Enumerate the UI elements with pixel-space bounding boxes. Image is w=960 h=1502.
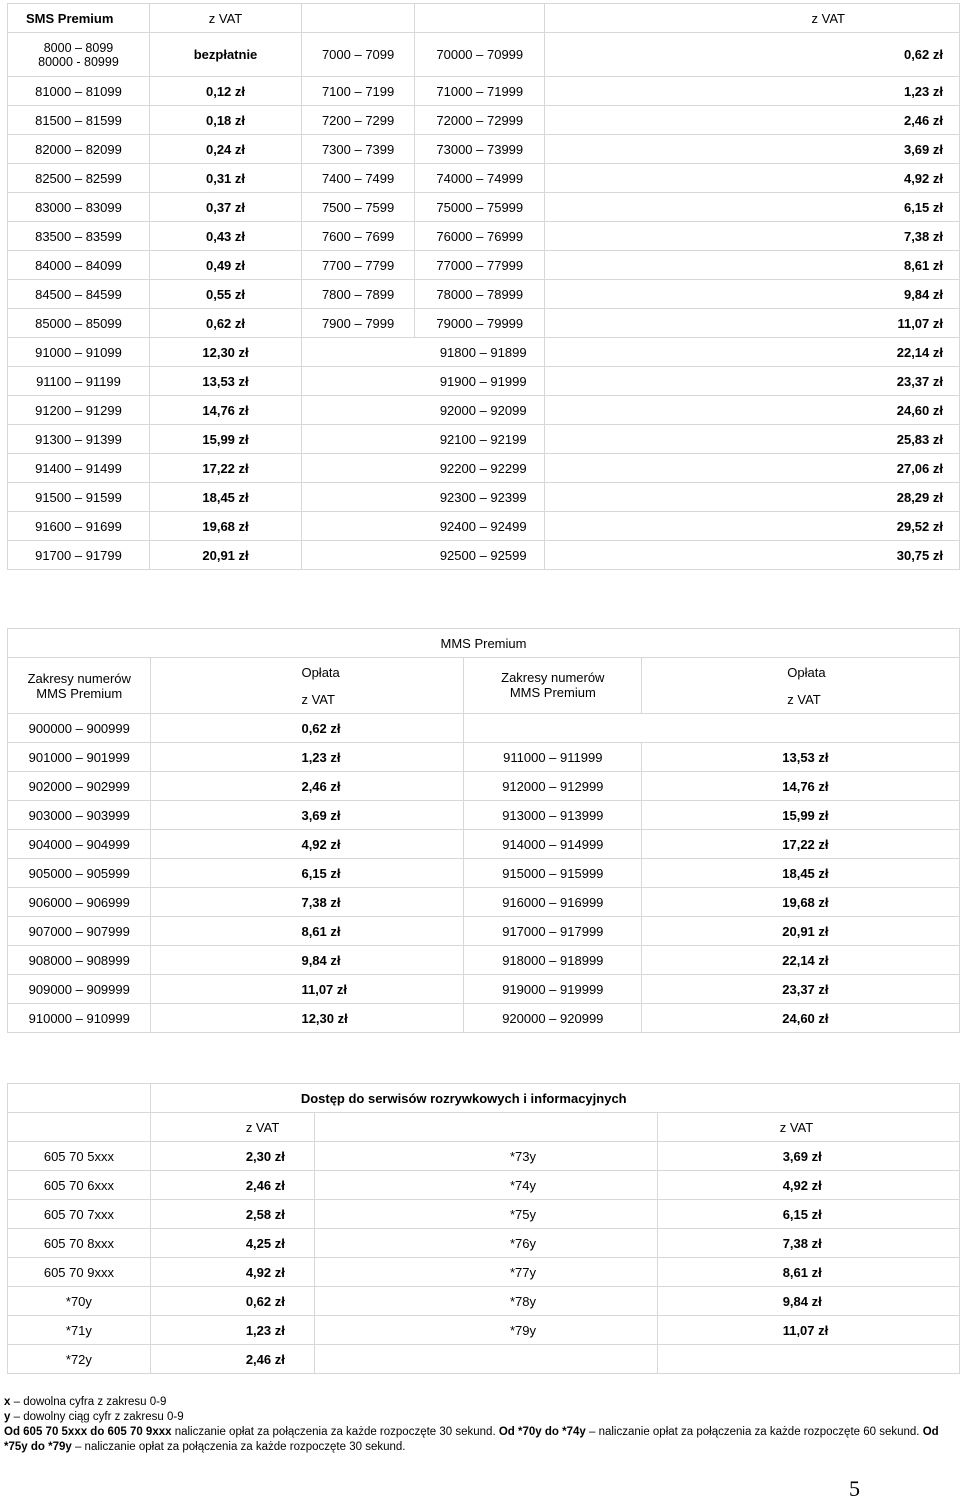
price-cell: 14,76 zł (149, 396, 301, 425)
table-row (8, 772, 960, 801)
footnote-y: y – dowolny ciąg cyfr z zakresu 0-9 (4, 1411, 184, 1423)
table-row (8, 1345, 960, 1374)
sms-vat-header-1: z VAT (149, 4, 301, 33)
table-row (8, 396, 960, 425)
range-cell: 92200 – 92299 (302, 454, 545, 483)
table-row (8, 946, 960, 975)
range-cell: 918000 – 918999 (464, 946, 642, 975)
sms-title: SMS Premium (8, 4, 150, 33)
range-cell: 92000 – 92099 (302, 396, 545, 425)
range-cell: 84500 – 84599 (8, 280, 150, 309)
range-cell: 8000 – 8099 (43, 40, 114, 55)
mms-title: MMS Premium (8, 629, 960, 658)
price-cell: 2,46 zł (150, 1345, 314, 1374)
mms-title-row (8, 629, 960, 658)
sms-premium-table (7, 3, 960, 570)
price-cell: 0,55 zł (149, 280, 301, 309)
range-cell: 913000 – 913999 (464, 801, 642, 830)
sms-vat-header-2: z VAT (545, 4, 960, 33)
range-cell: 81000 – 81099 (8, 77, 150, 106)
range-cell: 7500 – 7599 (302, 193, 415, 222)
number-cell: *72y (8, 1345, 151, 1374)
price-cell: 12,30 zł (149, 338, 301, 367)
table-row (8, 917, 960, 946)
price-cell: 4,92 zł (657, 1171, 959, 1200)
price-cell: 2,46 zł (151, 772, 464, 801)
range-cell: 91200 – 91299 (8, 396, 150, 425)
range-cell: 83500 – 83599 (8, 222, 150, 251)
table-row (8, 1316, 960, 1345)
range-cell: 904000 – 904999 (8, 830, 151, 859)
table-row (8, 743, 960, 772)
range-cell: 76000 – 76999 (415, 222, 545, 251)
footnotes (4, 1395, 954, 1455)
price-cell: 20,91 zł (642, 917, 960, 946)
number-cell: *70y (8, 1287, 151, 1316)
number-cell: *77y (315, 1258, 658, 1287)
range-cell: 92100 – 92199 (302, 425, 545, 454)
price-cell: 4,92 zł (151, 830, 464, 859)
range-cell: 7600 – 7699 (302, 222, 415, 251)
price-cell: 17,22 zł (642, 830, 960, 859)
price-cell: 3,69 zł (151, 801, 464, 830)
price-cell: 30,75 zł (545, 541, 960, 570)
price-cell: 23,37 zł (642, 975, 960, 1004)
price-cell: 6,15 zł (151, 859, 464, 888)
price-cell: 9,84 zł (151, 946, 464, 975)
footnote-billing: Od 605 70 5xxx do 605 70 9xxx naliczanie opłat za połączenia za każde rozpoczęte 30 sekund. Od *70y do *74y – naliczanie opłat za połączenia za każde rozpoczęte 60 sekund. Od *75y do *79y – naliczanie opłat za połączenia za każde rozpoczęte 30 sekund. (4, 1426, 939, 1453)
column-header: MMS Premium (509, 685, 596, 700)
table-row (8, 454, 960, 483)
range-cell: 7000 – 7099 (302, 33, 415, 77)
range-cell: 7200 – 7299 (302, 106, 415, 135)
column-header: Zakresy numerów (27, 670, 131, 686)
column-header: z VAT (787, 691, 821, 707)
range-cell: 81500 – 81599 (8, 106, 150, 135)
range-cell: 91100 – 91199 (8, 367, 150, 396)
price-cell: 0,24 zł (149, 135, 301, 164)
price-cell: 7,38 zł (545, 222, 960, 251)
table-row (8, 164, 960, 193)
range-cell: 906000 – 906999 (8, 888, 151, 917)
price-cell: 15,99 zł (642, 801, 960, 830)
price-cell: 0,12 zł (149, 77, 301, 106)
table-row (8, 280, 960, 309)
price-cell: 0,49 zł (149, 251, 301, 280)
price-cell: 22,14 zł (545, 338, 960, 367)
table-row (8, 1200, 960, 1229)
price-cell: 19,68 zł (149, 512, 301, 541)
table-row (8, 1142, 960, 1171)
range-cell: 7100 – 7199 (302, 77, 415, 106)
range-cell: 902000 – 902999 (8, 772, 151, 801)
range-cell: 84000 – 84099 (8, 251, 150, 280)
range-cell: 92300 – 92399 (302, 483, 545, 512)
price-cell: 1,23 zł (150, 1316, 314, 1345)
table-row (8, 77, 960, 106)
price-cell: 2,46 zł (150, 1171, 314, 1200)
price-cell: 7,38 zł (151, 888, 464, 917)
price-cell: 6,15 zł (657, 1200, 959, 1229)
price-cell: 24,60 zł (642, 1004, 960, 1033)
table-row (8, 975, 960, 1004)
price-cell (657, 1345, 959, 1374)
number-cell: *74y (315, 1171, 658, 1200)
range-cell: 92500 – 92599 (302, 541, 545, 570)
price-cell: 0,18 zł (149, 106, 301, 135)
price-cell: 11,07 zł (151, 975, 464, 1004)
number-cell: 605 70 7xxx (8, 1200, 151, 1229)
table-row (8, 801, 960, 830)
range-cell: 914000 – 914999 (464, 830, 642, 859)
number-cell: *78y (315, 1287, 658, 1316)
price-cell: 9,84 zł (657, 1287, 959, 1316)
price-cell: 27,06 zł (545, 454, 960, 483)
range-cell: 83000 – 83099 (8, 193, 150, 222)
price-cell: 8,61 zł (545, 251, 960, 280)
price-cell: 22,14 zł (642, 946, 960, 975)
price-cell: 0,37 zł (149, 193, 301, 222)
table-row (8, 859, 960, 888)
table-row (8, 1229, 960, 1258)
price-cell: 28,29 zł (545, 483, 960, 512)
table-row (8, 338, 960, 367)
mms-header-row (8, 658, 960, 714)
table-row (8, 1004, 960, 1033)
access-header-row (8, 1113, 960, 1142)
access-title-row (8, 1084, 960, 1113)
column-header: Opłata (301, 664, 340, 680)
number-cell: 605 70 9xxx (8, 1258, 151, 1287)
range-cell: 80000 - 80999 (38, 54, 119, 69)
price-cell: 18,45 zł (149, 483, 301, 512)
table-row (8, 309, 960, 338)
table-row (8, 135, 960, 164)
range-cell: 77000 – 77999 (415, 251, 545, 280)
table-row (8, 714, 960, 743)
range-cell: 900000 – 900999 (8, 714, 151, 743)
range-cell: 91700 – 91799 (8, 541, 150, 570)
range-cell: 79000 – 79999 (415, 309, 545, 338)
price-cell: 2,58 zł (150, 1200, 314, 1229)
price-cell: 24,60 zł (545, 396, 960, 425)
range-cell: 91900 – 91999 (302, 367, 545, 396)
range-cell: 92400 – 92499 (302, 512, 545, 541)
table-row (8, 512, 960, 541)
price-cell: 13,53 zł (642, 743, 960, 772)
page-number: 5 (849, 1476, 860, 1501)
number-cell (315, 1345, 658, 1374)
range-cell: 91800 – 91899 (302, 338, 545, 367)
table-row (8, 1258, 960, 1287)
price-cell: 0,62 zł (151, 714, 464, 743)
price-cell: 8,61 zł (151, 917, 464, 946)
column-header: MMS Premium (36, 685, 123, 701)
price-cell: 2,46 zł (545, 106, 960, 135)
price-cell: 4,92 zł (545, 164, 960, 193)
price-cell: 0,62 zł (150, 1287, 314, 1316)
price-cell: 11,07 zł (657, 1316, 959, 1345)
price-cell: 2,30 zł (150, 1142, 314, 1171)
table-row (8, 425, 960, 454)
price-cell: 4,25 zł (150, 1229, 314, 1258)
price-cell: 15,99 zł (149, 425, 301, 454)
column-header: z VAT (301, 691, 335, 707)
table-row (8, 1287, 960, 1316)
range-cell: 7800 – 7899 (302, 280, 415, 309)
table-row (8, 251, 960, 280)
price-cell: 17,22 zł (149, 454, 301, 483)
price-cell: 23,37 zł (545, 367, 960, 396)
range-cell: 85000 – 85099 (8, 309, 150, 338)
range-cell: 82000 – 82099 (8, 135, 150, 164)
table-row (8, 222, 960, 251)
price-cell: 8,61 zł (657, 1258, 959, 1287)
range-cell: 7900 – 7999 (302, 309, 415, 338)
price-cell: 11,07 zł (545, 309, 960, 338)
range-cell: 7300 – 7399 (302, 135, 415, 164)
number-cell: 605 70 8xxx (8, 1229, 151, 1258)
range-cell: 920000 – 920999 (464, 1004, 642, 1033)
price-cell: 4,92 zł (150, 1258, 314, 1287)
table-row (8, 541, 960, 570)
range-cell: 91300 – 91399 (8, 425, 150, 454)
vat-header: z VAT (657, 1113, 959, 1142)
vat-header: z VAT (150, 1113, 314, 1142)
table-row (8, 830, 960, 859)
table-row (8, 483, 960, 512)
range-cell: 919000 – 919999 (464, 975, 642, 1004)
access-services-table (7, 1083, 960, 1374)
range-cell: 905000 – 905999 (8, 859, 151, 888)
number-cell: *76y (315, 1229, 658, 1258)
price-cell: 6,15 zł (545, 193, 960, 222)
price-cell: 25,83 zł (545, 425, 960, 454)
column-header: Opłata (787, 664, 826, 680)
range-cell: 912000 – 912999 (464, 772, 642, 801)
range-cell: 91400 – 91499 (8, 454, 150, 483)
range-cell: 7700 – 7799 (302, 251, 415, 280)
range-cell: 917000 – 917999 (464, 917, 642, 946)
price-cell: bezpłatnie (149, 33, 301, 77)
range-cell: 7400 – 7499 (302, 164, 415, 193)
table-row (8, 33, 960, 77)
number-cell: 605 70 6xxx (8, 1171, 151, 1200)
range-cell: 75000 – 75999 (415, 193, 545, 222)
price-cell: 3,69 zł (545, 135, 960, 164)
price-cell: 14,76 zł (642, 772, 960, 801)
range-cell: 91000 – 91099 (8, 338, 150, 367)
table-row (8, 1171, 960, 1200)
range-cell: 907000 – 907999 (8, 917, 151, 946)
range-cell: 910000 – 910999 (8, 1004, 151, 1033)
range-cell: 71000 – 71999 (415, 77, 545, 106)
range-cell: 78000 – 78999 (415, 280, 545, 309)
range-cell: 916000 – 916999 (464, 888, 642, 917)
price-cell: 7,38 zł (657, 1229, 959, 1258)
price-cell: 1,23 zł (151, 743, 464, 772)
range-cell: 901000 – 901999 (8, 743, 151, 772)
price-cell: 0,43 zł (149, 222, 301, 251)
number-cell: 605 70 5xxx (8, 1142, 151, 1171)
range-cell: 911000 – 911999 (464, 743, 642, 772)
table-row (8, 193, 960, 222)
price-cell: 0,62 zł (545, 33, 960, 77)
range-cell: 82500 – 82599 (8, 164, 150, 193)
table-row (8, 888, 960, 917)
range-cell: 908000 – 908999 (8, 946, 151, 975)
range-cell: 70000 – 70999 (415, 33, 545, 77)
price-cell: 0,31 zł (149, 164, 301, 193)
price-cell: 1,23 zł (545, 77, 960, 106)
range-cell: 91600 – 91699 (8, 512, 150, 541)
price-cell: 19,68 zł (642, 888, 960, 917)
number-cell: *73y (315, 1142, 658, 1171)
mms-premium-table (7, 628, 960, 1033)
price-cell: 3,69 zł (657, 1142, 959, 1171)
range-cell: 73000 – 73999 (415, 135, 545, 164)
price-cell: 18,45 zł (642, 859, 960, 888)
price-cell: 9,84 zł (545, 280, 960, 309)
range-cell: 903000 – 903999 (8, 801, 151, 830)
range-cell: 909000 – 909999 (8, 975, 151, 1004)
price-cell: 0,62 zł (149, 309, 301, 338)
number-cell: *75y (315, 1200, 658, 1229)
range-cell: 91500 – 91599 (8, 483, 150, 512)
range-cell: 72000 – 72999 (415, 106, 545, 135)
table-row (8, 367, 960, 396)
sms-header-row (8, 4, 960, 33)
price-cell: 13,53 zł (149, 367, 301, 396)
range-cell: 74000 – 74999 (415, 164, 545, 193)
price-cell: 12,30 zł (151, 1004, 464, 1033)
number-cell: *79y (315, 1316, 658, 1345)
access-title: Dostęp do serwisów rozrywkowych i informacyjnych (150, 1084, 959, 1113)
range-cell: 915000 – 915999 (464, 859, 642, 888)
price-cell: 20,91 zł (149, 541, 301, 570)
table-row (8, 106, 960, 135)
number-cell: *71y (8, 1316, 151, 1345)
column-header: Zakresy numerów (501, 670, 605, 685)
price-cell: 29,52 zł (545, 512, 960, 541)
footnote-x: x – dowolna cyfra z zakresu 0-9 (4, 1396, 167, 1408)
